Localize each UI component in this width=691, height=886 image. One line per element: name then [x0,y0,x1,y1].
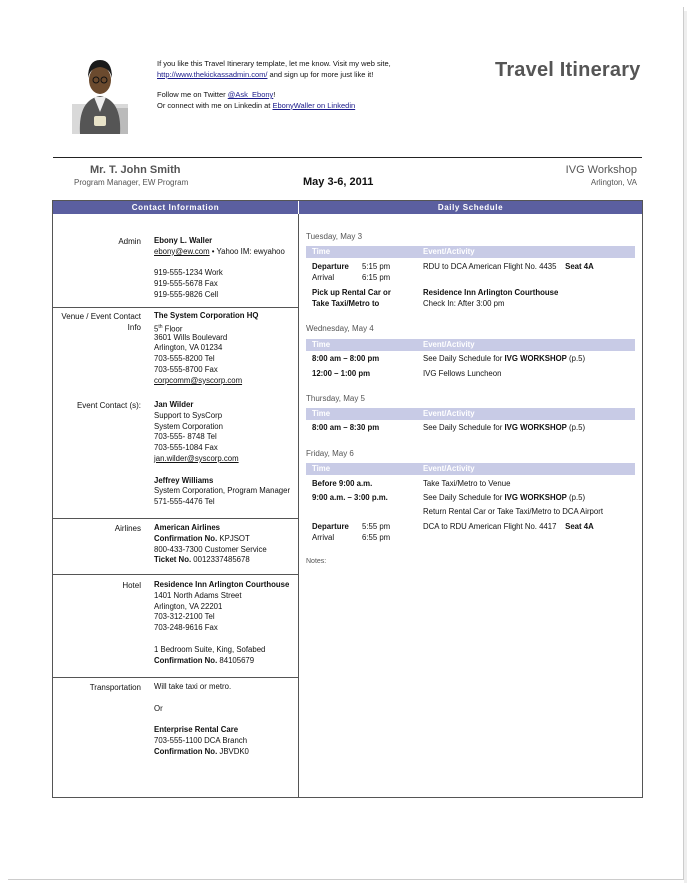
venue-tel: 703-555-8200 Tel [154,354,215,364]
event-name: IVG Workshop [565,164,637,176]
schedule-col-header: Time Event/Activity [306,339,635,351]
admin-cell: 919-555-9826 Cell [154,289,219,299]
airlines-label: Airlines [114,524,141,533]
event-contact-info: Jan Wilder Support to SysCorp System Corporation 703-555- 8748 Tel 703-555-1084 Fax jan.wilder@syscorp.com Jeffrey Williams System Corporation, Program Manager 571-555-4476 Tel [154,400,291,507]
airlines-info: American Airlines Confirmation No. KPJSOT 800-433-7300 Customer Service Ticket No. 0012337485678 [154,523,267,565]
intro-line-3: Follow me on Twitter @Ask_Ebony! [157,90,276,99]
transportation-info: Will take taxi or metro. Or Enterprise Rental Care 703-555-1100 DCA Branch Confirmation No. JBVDK0 [154,682,249,756]
schedule-col-header: Time Event/Activity [306,246,635,258]
intro-text [157,59,447,111]
admin-work: 919-555-1234 Work [154,268,223,278]
intro-line-1: If you like this Travel Itinerary template, let me know. Visit my web site, [157,59,391,68]
schedule-event: See Daily Schedule for IVG WORKSHOP (p.5) [423,493,586,502]
twitter-link[interactable]: @Ask_Ebony [227,90,274,99]
avatar-illustration [72,50,128,134]
hotel-name: Residence Inn Arlington Courthouse [154,580,290,589]
schedule-col-header: Time Event/Activity [306,408,635,420]
intro-line-2: http://www.thekickassadmin.com/ and sign up for more just like it! [157,69,374,79]
airline-name: American Airlines [154,523,221,532]
contact2-name: Jeffrey Williams [154,475,214,485]
contact-header: Contact Information [53,201,298,214]
venue-name: The System Corporation HQ [154,311,259,320]
schedule-event: See Daily Schedule for IVG WORKSHOP (p.5) [423,354,586,363]
transportation-label: Transportation [89,683,141,692]
trip-dates: May 3-6, 2011 [303,176,374,188]
admin-info: Ebony L. Waller ebony@ew.com • Yahoo IM: ewyahoo 919-555-1234 Work 919-555-5678 Fax 919-555-9826 Cell [154,236,285,299]
venue-address-2: Arlington, VA 01234 [154,343,223,353]
linkedin-link[interactable]: EbonyWaller on Linkedin [272,100,356,110]
event-location: Arlington, VA [590,178,637,187]
itinerary-table: Contact Information Daily Schedule Admin Ebony L. Waller ebony@ew.com • Yahoo IM: ewyahoo 919-555-1234 Work 919-555-5678 Fax 919-555-9826 Cell Venue / Event Contact Info The System Corporation HQ 5th Floor 3601 Wills Boulevard Arlington, VA 01234 703-555-8200 Tel 703-555-8700 Fax corpcomm@syscorp.com Event Contact (s): Jan Wilder Support to SysCorp System Corporation 703-555- 8748 Tel 703-555-1084 Fax jan.wilder@syscorp.com Jeffrey Williams System Corporation, Program Manager 571-555-4476 Tel Airlines American Airlines Confirmation No. KPJSOT 800-433-7300 Customer Service Ticket No. 0012337485678 Hotel Residence Inn Arlington Courthouse 1401 North Adams Street Arlington, VA 22201 703-312-2100 Tel 703-248-9616 Fax 1 Bedroom Suite, King, Sofabed Confirmation No. 84105679 Transportation Will take taxi or metro. Or Enterprise Rental Care 703-555-1100 DCA Branch Confirmation No. JBVDK0 Tuesday, May 3 Time Event/Activity Departure Arrival 5:15 pm 6:15 pm RDU to DCA American Flight No. 4435 Seat 4A Pick up Rental Car or Take Taxi/Metro to Residence Inn Arlington Courthouse Check In: After 3:00 pm Wednesday, May 4 Time Event/Activity 8:00 am – 8:00 pm See Daily Schedule for IVG WORKSHOP (p.5) 12:00 – 1:00 pm IVG Fellows Luncheon Thursday, May 5 Time Event/Activity 8:00 am – 8:30 pm See Daily Schedule for IVG WORKSHOP (p.5) Friday, May 6 Time Event/Activity Before 9:00 a.m. Take Taxi/Metro to Venue 9:00 a.m. – 3:00 p.m. See Daily Schedule for IVG WORKSHOP (p.5) Return Rental Car or Take Taxi/Metro to DCA Airport Departure Arrival 5:55 pm 6:55 pm DCA to RDU American Flight No. 4417 Seat 4A Notes: [52,200,643,798]
contact1-name: Jan Wilder [154,400,194,409]
column-divider [298,214,299,797]
schedule-time: Departure Arrival [312,262,349,282]
admin-label: Admin [118,237,141,246]
admin-fax: 919-555-5678 Fax [154,279,218,289]
traveler-role: Program Manager, EW Program [74,178,189,187]
website-link[interactable]: http://www.thekickassadmin.com/ [157,69,268,79]
schedule-event: RDU to DCA American Flight No. 4435 Seat 4A [423,262,594,271]
row-divider [53,677,298,678]
schedule-event: DCA to RDU American Flight No. 4417 Seat 4A [423,522,594,531]
day-wednesday-title: Wednesday, May 4 [306,324,374,333]
schedule-event: See Daily Schedule for IVG WORKSHOP (p.5) [423,423,586,432]
row-divider [53,307,298,308]
schedule-time: Pick up Rental Car or Take Taxi/Metro to [312,288,391,308]
venue-fax: 703-555-8700 Fax [154,364,218,374]
venue-label: Venue / Event Contact Info [61,312,141,332]
hotel-label: Hotel [122,581,141,590]
schedule-col-header: Time Event/Activity [306,463,635,475]
day-thursday-title: Thursday, May 5 [306,394,365,403]
document-title: Travel Itinerary [495,59,641,81]
row-divider [53,574,298,575]
notes-label: Notes: [306,558,327,565]
admin-email[interactable]: ebony@ew.com [154,246,210,256]
header-divider [53,157,642,158]
venue-info: The System Corporation HQ 5th Floor 3601 Wills Boulevard Arlington, VA 01234 703-555-8200 Tel 703-555-8700 Fax corpcomm@syscorp.com [154,311,259,385]
schedule-event: Residence Inn Arlington Courthouse Check In: After 3:00 pm [423,288,559,308]
contact1-email[interactable]: jan.wilder@syscorp.com [154,453,239,463]
schedule-header: Daily Schedule [299,201,642,214]
intro-line-4: Or connect with me on Linkedin at EbonyWaller on Linkedin [157,100,356,110]
admin-name: Ebony L. Waller [154,236,213,245]
day-friday-title: Friday, May 6 [306,449,354,458]
schedule-time: Departure Arrival [312,522,349,542]
hotel-info: Residence Inn Arlington Courthouse 1401 North Adams Street Arlington, VA 22201 703-312-2100 Tel 703-248-9616 Fax 1 Bedroom Suite, King, Sofabed Confirmation No. 84105679 [154,580,290,665]
row-divider [53,518,298,519]
traveler-name: Mr. T. John Smith [90,164,181,176]
venue-address-1: 3601 Wills Boulevard [154,332,228,342]
venue-email[interactable]: corpcomm@syscorp.com [154,375,243,385]
event-contact-label: Event Contact (s): [76,401,141,410]
day-tuesday-title: Tuesday, May 3 [306,232,363,241]
